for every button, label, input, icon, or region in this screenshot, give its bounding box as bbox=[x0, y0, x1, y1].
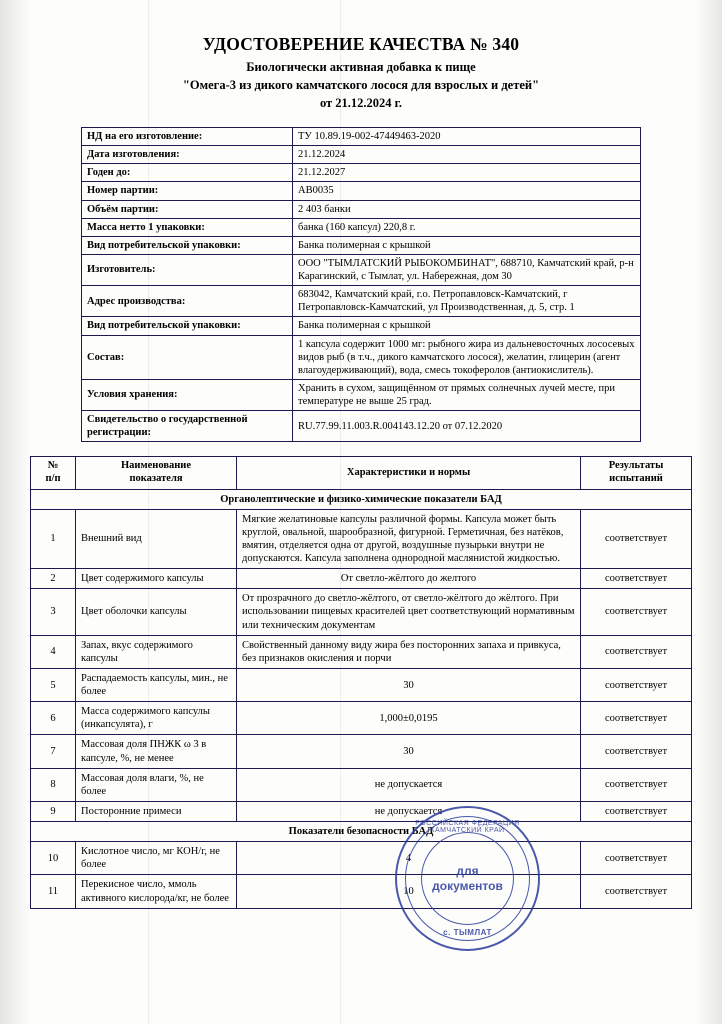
table-row bbox=[82, 146, 641, 164]
product-name: "Омега-3 из дикого камчатского лосося для взрослых и детей" bbox=[182, 78, 540, 92]
row-indicator-name: Цвет оболочки капсулы bbox=[76, 589, 237, 635]
stamp-arc-top: РОССИЙСКАЯ ФЕДЕРАЦИЯ КАМЧАТСКИЙ КРАЙ bbox=[415, 820, 520, 834]
column-header-characteristics: Характеристики и нормы bbox=[237, 457, 581, 489]
row-characteristics: Свойственный данному виду жира без посторонних запаха и привкуса, без признаков окисления и порчи bbox=[237, 635, 581, 668]
info-value: Банка полимерная с крышкой bbox=[293, 236, 641, 254]
section-header-row bbox=[31, 489, 692, 509]
table-row bbox=[31, 569, 692, 589]
row-number: 6 bbox=[31, 702, 76, 735]
info-value: банка (160 капсул) 220,8 г. bbox=[293, 218, 641, 236]
table-row bbox=[82, 236, 641, 254]
column-header-number bbox=[31, 457, 76, 489]
section-title: Органолептические и физико-химические показатели БАД bbox=[31, 489, 692, 509]
row-number: 11 bbox=[31, 875, 76, 908]
table-row bbox=[82, 254, 641, 285]
row-characteristics: не допускается bbox=[237, 768, 581, 801]
column-header-name-line2: показателя bbox=[129, 472, 183, 484]
row-number: 5 bbox=[31, 668, 76, 701]
row-characteristics: 1,000±0,0195 bbox=[237, 702, 581, 735]
column-header-number-line1: № bbox=[47, 460, 59, 472]
row-indicator-name: Внешний вид bbox=[76, 509, 237, 569]
info-value: Хранить в сухом, защищённом от прямых солнечных лучей месте, при температуре не выше 25 град. bbox=[293, 379, 641, 410]
table-row bbox=[31, 635, 692, 668]
row-indicator-name: Массовая доля влаги, %, не более bbox=[76, 768, 237, 801]
column-header-results bbox=[581, 457, 692, 489]
info-key: Вид потребительской упаковки: bbox=[82, 236, 293, 254]
row-result: соответствует bbox=[581, 509, 692, 569]
info-key: Вид потребительской упаковки: bbox=[82, 317, 293, 335]
info-value: 2 403 банки bbox=[293, 200, 641, 218]
row-indicator-name: Запах, вкус содержимого капсулы bbox=[76, 635, 237, 668]
product-info-table bbox=[81, 127, 641, 442]
row-result: соответствует bbox=[581, 735, 692, 768]
section-title: Показатели безопасности БАД bbox=[31, 822, 692, 842]
row-indicator-name: Массовая доля ПНЖК ω 3 в капсуле, %, не менее bbox=[76, 735, 237, 768]
info-value: ООО "ТЫМЛАТСКИЙ РЫБОКОМБИНАТ", 688710, Камчатский край, р-н Карагинский, с Тымлат, ул. Набережная, дом 30 bbox=[293, 254, 641, 285]
column-header-results-line1: Результаты bbox=[608, 460, 664, 472]
table-row bbox=[82, 218, 641, 236]
stamp-center-line2: документов bbox=[432, 878, 503, 893]
row-result: соответствует bbox=[581, 875, 692, 908]
table-row bbox=[82, 317, 641, 335]
stamp-arc-bottom: с. ТЫМЛАТ bbox=[443, 928, 492, 937]
table-row bbox=[82, 128, 641, 146]
table-row bbox=[82, 335, 641, 379]
table-row bbox=[31, 801, 692, 821]
table-row bbox=[82, 182, 641, 200]
document-header bbox=[30, 34, 692, 111]
info-key: Дата изготовления: bbox=[82, 146, 293, 164]
row-result: соответствует bbox=[581, 569, 692, 589]
stamp-center-line1: для bbox=[456, 863, 479, 878]
info-key: Свидетельство о государственной регистрации: bbox=[82, 411, 293, 442]
info-key: Изготовитель: bbox=[82, 254, 293, 285]
table-row bbox=[31, 735, 692, 768]
page-title: УДОСТОВЕРЕНИЕ КАЧЕСТВА № 340 bbox=[202, 34, 520, 54]
table-header-row bbox=[31, 457, 692, 489]
row-result: соответствует bbox=[581, 842, 692, 875]
info-key: Состав: bbox=[82, 335, 293, 379]
info-value: 21.12.2027 bbox=[293, 164, 641, 182]
row-number: 4 bbox=[31, 635, 76, 668]
row-characteristics: 30 bbox=[237, 668, 581, 701]
table-row bbox=[82, 164, 641, 182]
info-key: Адрес производства: bbox=[82, 286, 293, 317]
column-header-name-line1: Наименование bbox=[121, 460, 191, 472]
table-row bbox=[31, 702, 692, 735]
row-number: 3 bbox=[31, 589, 76, 635]
row-number: 9 bbox=[31, 801, 76, 821]
column-header-name bbox=[76, 457, 237, 489]
info-key: Годен до: bbox=[82, 164, 293, 182]
row-indicator-name: Перекисное число, ммоль активного кислорода/кг, не более bbox=[76, 875, 237, 908]
table-row bbox=[31, 509, 692, 569]
section-header-row bbox=[31, 822, 692, 842]
info-key: Масса нетто 1 упаковки: bbox=[82, 218, 293, 236]
row-number: 1 bbox=[31, 509, 76, 569]
row-result: соответствует bbox=[581, 801, 692, 821]
column-header-number-line2: п/п bbox=[45, 472, 61, 484]
specification-table bbox=[30, 456, 692, 908]
info-value: 21.12.2024 bbox=[293, 146, 641, 164]
info-key: Условия хранения: bbox=[82, 379, 293, 410]
table-row bbox=[82, 379, 641, 410]
info-value: ТУ 10.89.19-002-47449463-2020 bbox=[293, 128, 641, 146]
row-result: соответствует bbox=[581, 635, 692, 668]
info-value: RU.77.99.11.003.R.004143.12.20 от 07.12.2020 bbox=[293, 411, 641, 442]
row-number: 7 bbox=[31, 735, 76, 768]
row-result: соответствует bbox=[581, 589, 692, 635]
info-key: Объём партии: bbox=[82, 200, 293, 218]
info-value: Банка полимерная с крышкой bbox=[293, 317, 641, 335]
row-result: соответствует bbox=[581, 668, 692, 701]
row-number: 8 bbox=[31, 768, 76, 801]
info-key: НД на его изготовление: bbox=[82, 128, 293, 146]
row-number: 2 bbox=[31, 569, 76, 589]
column-header-results-line2: испытаний bbox=[609, 472, 663, 484]
table-row bbox=[31, 875, 692, 908]
info-value: 1 капсула содержит 1000 мг: рыбного жира из дальневосточных лососевых видов рыб (в т.ч., дикого камчатского лосося), желатин, глицерин (агент влагоудерживающий), вода, смесь токоферолов (антиокислитель). bbox=[293, 335, 641, 379]
row-indicator-name: Распадаемость капсулы, мин., не более bbox=[76, 668, 237, 701]
row-indicator-name: Кислотное число, мг КОН/г, не более bbox=[76, 842, 237, 875]
row-characteristics: 10 bbox=[237, 875, 581, 908]
row-indicator-name: Посторонние примеси bbox=[76, 801, 237, 821]
table-row bbox=[31, 668, 692, 701]
info-value: АВ0035 bbox=[293, 182, 641, 200]
table-row bbox=[31, 589, 692, 635]
row-characteristics: 30 bbox=[237, 735, 581, 768]
row-characteristics: От светло-жёлтого до желтого bbox=[237, 569, 581, 589]
row-characteristics: не допускается bbox=[237, 801, 581, 821]
table-row bbox=[31, 842, 692, 875]
row-result: соответствует bbox=[581, 702, 692, 735]
row-indicator-name: Масса содержимого капсулы (инкапсулята), г bbox=[76, 702, 237, 735]
row-indicator-name: Цвет содержимого капсулы bbox=[76, 569, 237, 589]
row-number: 10 bbox=[31, 842, 76, 875]
row-result: соответствует bbox=[581, 768, 692, 801]
row-characteristics: Мягкие желатиновые капсулы различной формы. Капсула может быть круглой, овальной, шарообразной, фигурной. Герметичная, без натёков, вмятин, отделяется одна от другой, воздушные пузырьки внутри не допускаются. Капсула заполнена однородной маслянистой жидкостью. bbox=[237, 509, 581, 569]
document-date: от 21.12.2024 г. bbox=[319, 96, 403, 110]
table-row bbox=[82, 286, 641, 317]
info-value: 683042, Камчатский край, г.о. Петропавловск-Камчатский, г Петропавловск-Камчатский, ул Производственная, д. 5, стр. 1 bbox=[293, 286, 641, 317]
row-characteristics: От прозрачного до светло-жёлтого, от светло-жёлтого до жёлтого. При использовании пищевых красителей цвет соответствующий нормативным или техническим документам bbox=[237, 589, 581, 635]
table-row bbox=[82, 200, 641, 218]
table-row bbox=[82, 411, 641, 442]
row-characteristics: 4 bbox=[237, 842, 581, 875]
product-category: Биологически активная добавка к пище bbox=[246, 60, 476, 74]
table-row bbox=[31, 768, 692, 801]
info-key: Номер партии: bbox=[82, 182, 293, 200]
